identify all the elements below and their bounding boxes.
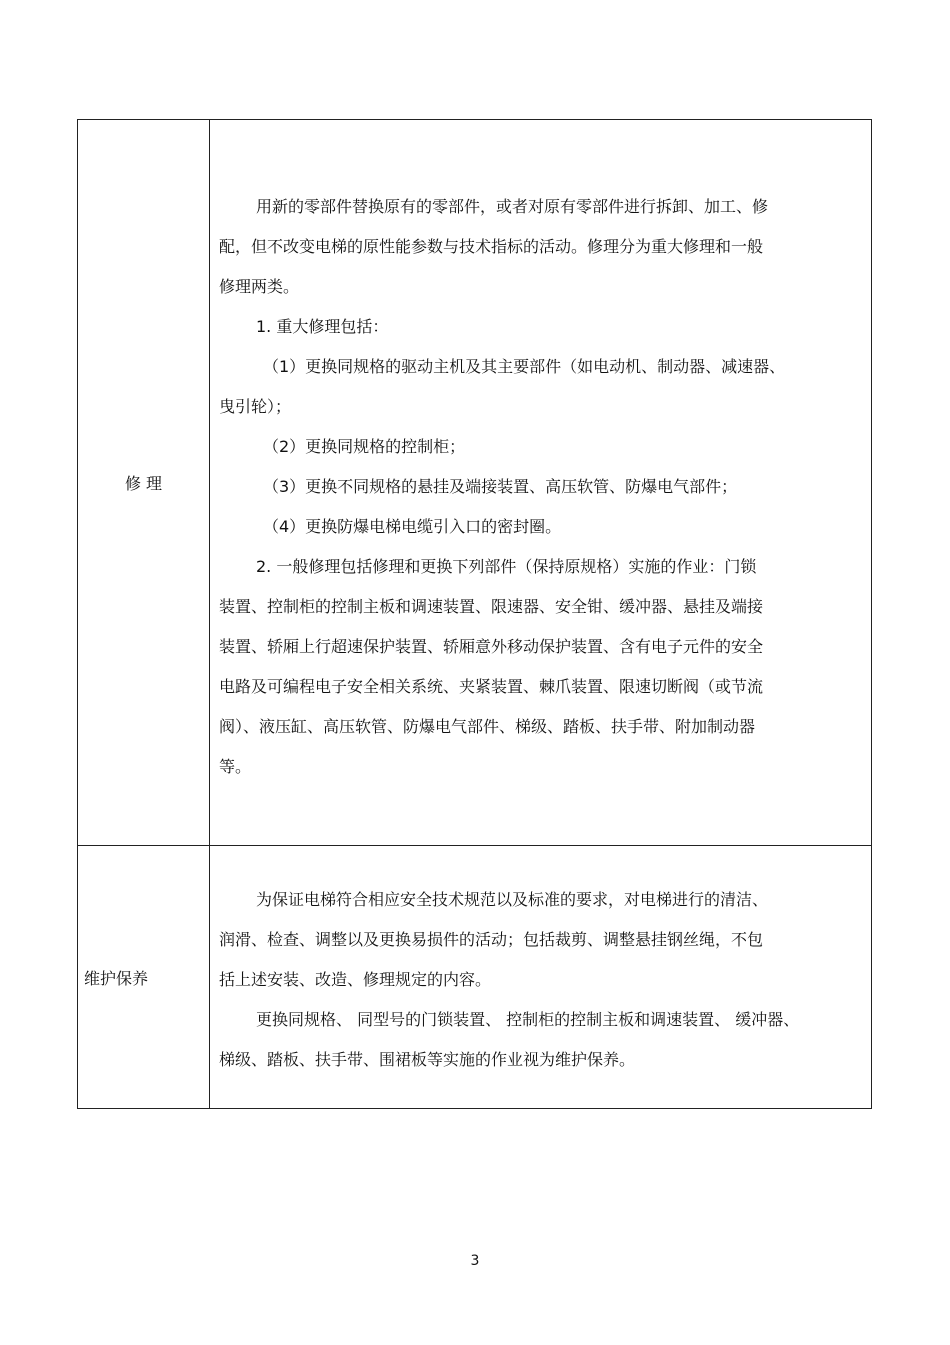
paragraph-line: （4）更换防爆电梯电缆引入口的密封圈。 xyxy=(263,517,562,536)
paragraph-line: 等。 xyxy=(219,757,252,776)
table-row-maintenance xyxy=(78,845,871,1108)
paragraph-line: 装置、轿厢上行超速保护装置、轿厢意外移动保护装置、含有电子元件的安全 xyxy=(219,637,764,656)
paragraph-line: 2. 一般修理包括修理和更换下列部件（保持原规格）实施的作业：门锁 xyxy=(256,557,757,576)
paragraph-line: 修理两类。 xyxy=(219,277,300,296)
paragraph-line: 1. 重大修理包括： xyxy=(256,317,389,336)
paragraph-line: （2）更换同规格的控制柜； xyxy=(263,437,466,456)
definition-table xyxy=(77,119,872,1109)
row-label-maintenance: 维护保养 xyxy=(78,846,210,1108)
page-number: 3 xyxy=(470,1253,480,1269)
row-content-repair xyxy=(210,120,871,845)
paragraph-line: 电路及可编程电子安全相关系统、夹紧装置、棘爪装置、限速切断阀（或节流 xyxy=(219,677,764,696)
paragraph-line: 装置、控制柜的控制主板和调速装置、限速器、安全钳、缓冲器、悬挂及端接 xyxy=(219,597,764,616)
paragraph-line: 梯级、踏板、扶手带、围裙板等实施的作业视为维护保养。 xyxy=(219,1050,636,1069)
row-content-maintenance xyxy=(210,846,871,1108)
row-label-repair: 修 理 xyxy=(78,120,210,845)
paragraph-line: 用新的零部件替换原有的零部件，或者对原有零部件进行拆卸、加工、修 xyxy=(256,197,769,216)
paragraph-line: （3）更换不同规格的悬挂及端接装置、高压软管、防爆电气部件； xyxy=(263,477,738,496)
paragraph-line: 配，但不改变电梯的原性能参数与技术指标的活动。修理分为重大修理和一般 xyxy=(219,237,764,256)
table-row-repair xyxy=(78,120,871,845)
paragraph-line: （1）更换同规格的驱动主机及其主要部件（如电动机、制动器、减速器、 xyxy=(263,357,786,376)
paragraph-line: 括上述安装、改造、修理规定的内容。 xyxy=(219,970,492,989)
paragraph-line: 为保证电梯符合相应安全技术规范以及标准的要求，对电梯进行的清洁、 xyxy=(256,890,769,909)
paragraph-line: 更换同规格、 同型号的门锁装置、 控制柜的控制主板和调速装置、 缓冲器、 xyxy=(256,1010,800,1029)
paragraph-line: 阀）、液压缸、高压软管、防爆电气部件、梯级、踏板、扶手带、附加制动器 xyxy=(219,717,756,736)
paragraph-line: 润滑、检查、调整以及更换易损件的活动；包括裁剪、调整悬挂钢丝绳，不包 xyxy=(219,930,764,949)
paragraph-line: 曳引轮）； xyxy=(219,397,292,416)
